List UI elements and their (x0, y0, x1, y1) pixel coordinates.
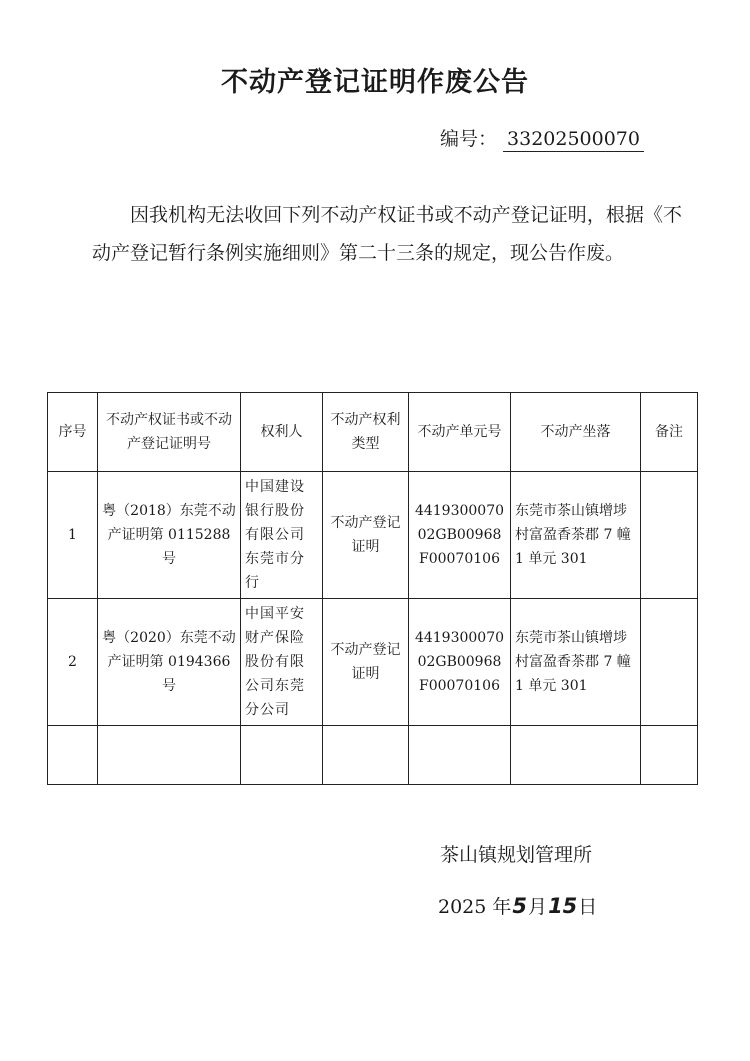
header-unit-no: 不动产单元号 (409, 393, 511, 472)
header-cert-no: 不动产权证书或不动产登记证明号 (98, 393, 241, 472)
announcement-body: 因我机构无法收回下列不动产权证书或不动产登记证明，根据《不动产登记暂行条例实施细则》第二十三条的规定，现公告作废。 (92, 204, 682, 264)
cell-right-type: 不动产登记证明 (323, 599, 409, 726)
cell-index: 1 (48, 472, 98, 599)
cell-holder: 中国平安财产保险股份有限公司东莞分公司 (241, 599, 323, 726)
date-month-unit: 月 (528, 896, 548, 918)
cell-cert-no: 粤（2018）东莞不动产证明第 0115288 号 (98, 472, 241, 599)
date-year-unit: 年 (492, 896, 512, 918)
cell-unit-no: 441930007002GB00968F00070106 (409, 599, 511, 726)
serial-label: 编号： (440, 128, 498, 150)
cell-index: 2 (48, 599, 98, 726)
cell-remark (641, 472, 698, 599)
date-year: 2025 (438, 896, 487, 918)
page-title: 不动产登记证明作废公告 (221, 67, 529, 98)
cell-cert-no: 粤（2020）东莞不动产证明第 0194366 号 (98, 599, 241, 726)
serial-number-line (440, 124, 644, 152)
date-month-handwritten: 5 (512, 894, 528, 918)
header-remark: 备注 (641, 393, 698, 472)
certificate-table (47, 392, 698, 785)
cell-location: 东莞市茶山镇增埗村富盈香茶郡 7 幢 1 单元 301 (511, 472, 641, 599)
serial-number: 33202500070 (503, 127, 644, 152)
header-location: 不动产坐落 (511, 393, 641, 472)
cell-unit-no: 441930007002GB00968F00070106 (409, 472, 511, 599)
cell-location: 东莞市茶山镇增埗村富盈香茶郡 7 幢 1 单元 301 (511, 599, 641, 726)
cell-holder: 中国建设银行股份有限公司东莞市分行 (241, 472, 323, 599)
header-index: 序号 (48, 393, 98, 472)
cell-right-type: 不动产登记证明 (323, 472, 409, 599)
table-row (48, 472, 698, 599)
header-holder: 权利人 (241, 393, 323, 472)
date-day-handwritten: 15 (548, 894, 578, 918)
table-header-row (48, 393, 698, 472)
table-row-empty (48, 726, 698, 785)
issuing-organization: 茶山镇规划管理所 (440, 844, 593, 866)
issue-date (438, 892, 597, 919)
table-row (48, 599, 698, 726)
header-right-type: 不动产权利类型 (323, 393, 409, 472)
date-day-unit: 日 (578, 896, 598, 918)
cell-remark (641, 599, 698, 726)
